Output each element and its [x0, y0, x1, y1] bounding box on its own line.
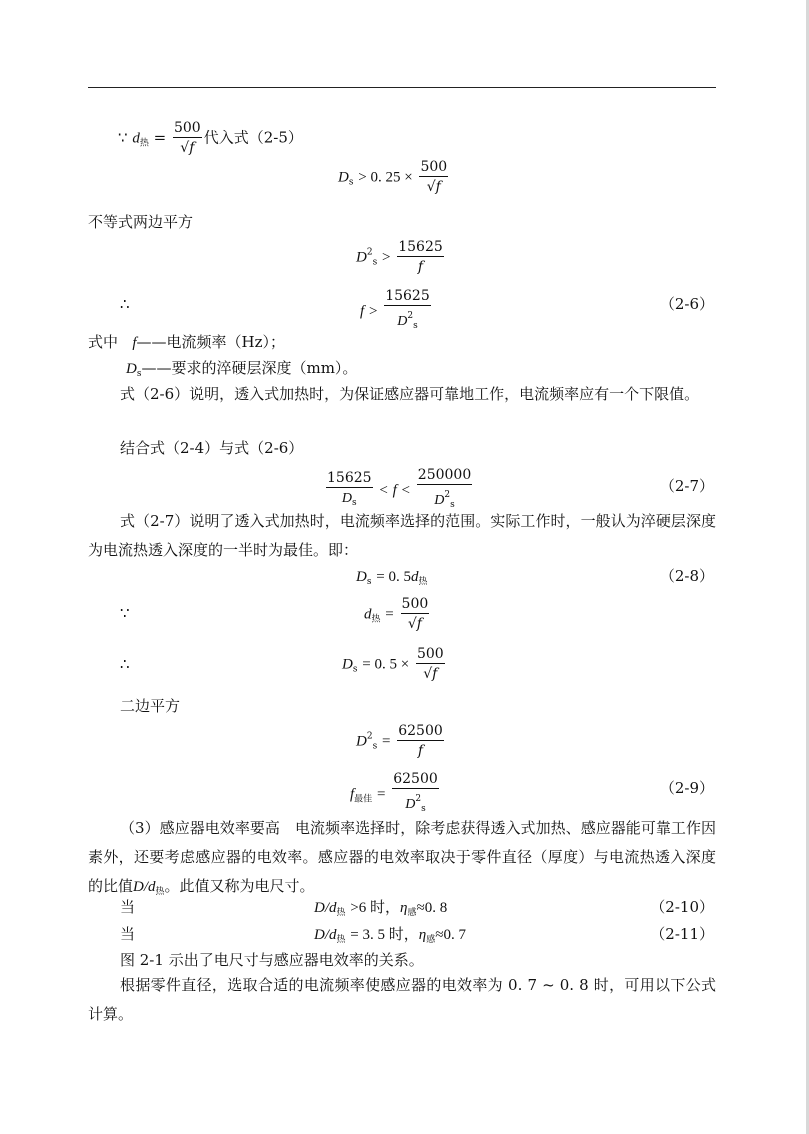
superscript-2: 2	[415, 794, 422, 804]
denominator: √f	[407, 616, 422, 632]
fraction	[397, 722, 444, 761]
fraction	[384, 287, 431, 336]
paragraph-final: 根据零件直径，选取合适的电流频率使感应器的电效率为 0. 7 ~ 0. 8 时，可用以下公式计算。	[88, 976, 716, 1023]
equation-e	[356, 722, 446, 761]
numerator: 62500	[398, 723, 443, 739]
subscript-s: s	[372, 741, 378, 752]
equation-2-9	[350, 770, 441, 819]
symbol-f: f	[350, 786, 355, 803]
subscript-s: s	[413, 321, 418, 331]
symbol-d: d	[410, 569, 419, 585]
symbol-f: f	[132, 335, 137, 351]
equation-2-8	[356, 566, 427, 592]
symbol-D: D	[342, 656, 353, 673]
numerator: 500	[420, 159, 448, 175]
equation-d	[342, 645, 447, 684]
equation-2-10	[314, 897, 447, 923]
ratio-symbol: D/d	[133, 879, 156, 895]
superscript-2: 2	[366, 731, 373, 742]
subscript-s: s	[352, 497, 357, 508]
ratio-symbol: D/d	[314, 900, 337, 916]
numerator: 250000	[417, 467, 472, 483]
fraction-left	[326, 469, 373, 513]
equation-2-11	[314, 924, 466, 950]
em-dash: ——	[136, 333, 167, 351]
subscript-s: s	[450, 500, 455, 510]
equation-2-6	[360, 287, 433, 336]
denominator: √f	[423, 666, 438, 682]
equals-sign: =	[153, 128, 167, 147]
symbol-D: D	[341, 490, 353, 506]
numerator: 15625	[327, 469, 372, 486]
subscript-s: s	[352, 664, 358, 675]
em-dash: ——	[141, 359, 172, 377]
paragraph-efficiency	[88, 814, 716, 907]
equation-number-2-9: （2-9）	[659, 779, 714, 797]
equation-number-2-11: （2-11）	[650, 925, 714, 943]
equation-number-2-6: （2-6）	[659, 295, 714, 313]
definition-text: 电流频率（Hz）；	[166, 333, 285, 351]
symbol-D: D	[126, 361, 137, 377]
symbol-f: f	[392, 482, 397, 499]
less-than: <	[379, 482, 388, 499]
condition: >6 时，	[350, 900, 401, 916]
denominator: f	[417, 743, 424, 759]
paragraph-2-7-explanation: 式（2-7）说明了透入式加热时，电流频率选择的范围。实际工作时，一般认为淬硬层深度为电流热透入深度的一半时为最佳。即：	[88, 512, 716, 559]
relation: >	[381, 249, 391, 266]
paragraph-2-6-explanation: 式（2-6）说明，透入式加热时，为保证感应器可靠地工作，电流频率应有一个下限值。	[120, 385, 700, 403]
equation-number-2-10: （2-10）	[650, 898, 714, 916]
paragraph-figure-reference: 图 2-1 示出了电尺寸与感应器电效率的关系。	[120, 951, 424, 969]
subscript-induction: 感	[426, 935, 436, 945]
symbol-D: D	[434, 493, 445, 508]
symbol-D: D	[356, 733, 367, 750]
eq-2-5-line	[118, 119, 303, 158]
relation: =	[385, 606, 394, 623]
value: ≈0. 7	[435, 927, 466, 943]
numerator: 500	[416, 646, 444, 662]
relation: =	[376, 786, 386, 803]
relation: = 0. 5 ×	[362, 656, 410, 673]
equation-b	[356, 238, 446, 277]
fraction	[419, 158, 448, 197]
denominator	[384, 306, 431, 336]
paragraph-text: （3）感应器电效率要高 电流频率选择时，除考虑获得透入式加热、感应器能可靠工作因素外，还要考虑感应器的电效率。感应器的电效率取决于零件直径（厚度）与电流热透入深度的比值	[88, 819, 716, 895]
fraction	[416, 645, 445, 684]
subscript-heat: 热	[371, 614, 381, 625]
relation: =	[381, 733, 391, 750]
superscript-2: 2	[444, 490, 451, 500]
symbol-eta: η	[418, 927, 427, 943]
when-label: 当	[120, 898, 136, 916]
subscript-heat: 热	[418, 577, 428, 587]
paragraph-text-end: 。此值又称为电尺寸。	[164, 877, 315, 895]
numerator: 500	[401, 596, 429, 612]
substitute-text: 代入式（2-5）	[203, 128, 303, 147]
symbol-D: D	[405, 797, 416, 812]
symbol-D: D	[356, 569, 367, 585]
because-symbol: ∵	[120, 604, 130, 622]
condition: = 3. 5 时，	[350, 927, 419, 943]
text-square-both: 不等式两边平方	[88, 213, 194, 231]
denominator: √f	[426, 179, 441, 195]
subscript-s: s	[372, 257, 378, 268]
superscript-2: 2	[366, 247, 373, 258]
fraction	[173, 119, 202, 158]
numerator: 15625	[398, 239, 443, 255]
symbol-D: D	[338, 169, 349, 186]
fraction	[392, 770, 439, 819]
prefix-text: 式中	[88, 333, 119, 351]
less-than: <	[401, 482, 410, 499]
numerator: 62500	[393, 771, 438, 787]
when-label: 当	[120, 925, 136, 943]
subscript-s: s	[348, 177, 354, 188]
equation-number-2-7: （2-7）	[659, 477, 714, 495]
therefore-symbol: ∴	[120, 655, 130, 673]
subscript-s: s	[366, 577, 372, 587]
because-symbol: ∵	[118, 128, 128, 147]
relation: >	[368, 303, 378, 320]
subscript-optimal: 最佳	[354, 794, 373, 805]
fraction	[397, 238, 444, 277]
symbol-eta: η	[400, 900, 408, 916]
equation-c	[364, 595, 431, 634]
relation: > 0. 25 ×	[358, 169, 413, 186]
value: ≈0. 8	[416, 900, 448, 916]
equation-a	[338, 158, 450, 197]
definition-text: 要求的淬硬层深度（mm）。	[171, 359, 358, 377]
numerator: 15625	[385, 288, 430, 304]
ratio-symbol: D/d	[314, 927, 337, 943]
fraction	[401, 595, 430, 634]
symbol-D: D	[356, 249, 367, 266]
therefore-symbol: ∴	[120, 295, 130, 313]
text-two-sides-square: 二边平方	[120, 697, 181, 715]
superscript-2: 2	[407, 311, 414, 321]
symbol-D: D	[397, 314, 408, 329]
equation-number-2-8: （2-8）	[659, 567, 714, 585]
subscript-induction: 感	[407, 908, 417, 918]
denominator: f	[417, 259, 424, 275]
denominator: √f	[180, 140, 195, 156]
subscript-s: s	[136, 369, 142, 379]
header-rule	[88, 87, 716, 88]
subscript-s: s	[421, 804, 426, 814]
subscript-heat: 热	[336, 935, 346, 945]
symbol-d: d	[132, 130, 140, 147]
subscript-heat: 热	[336, 908, 346, 918]
numerator: 500	[173, 120, 201, 136]
symbol-f: f	[360, 303, 365, 320]
relation: = 0. 5	[376, 569, 411, 585]
subscript-heat: 热	[139, 138, 149, 149]
symbol-d: d	[364, 606, 372, 623]
definition-f	[88, 332, 285, 353]
subscript-heat: 热	[155, 887, 165, 897]
text-combine: 结合式（2-4）与式（2-6）	[120, 439, 304, 457]
